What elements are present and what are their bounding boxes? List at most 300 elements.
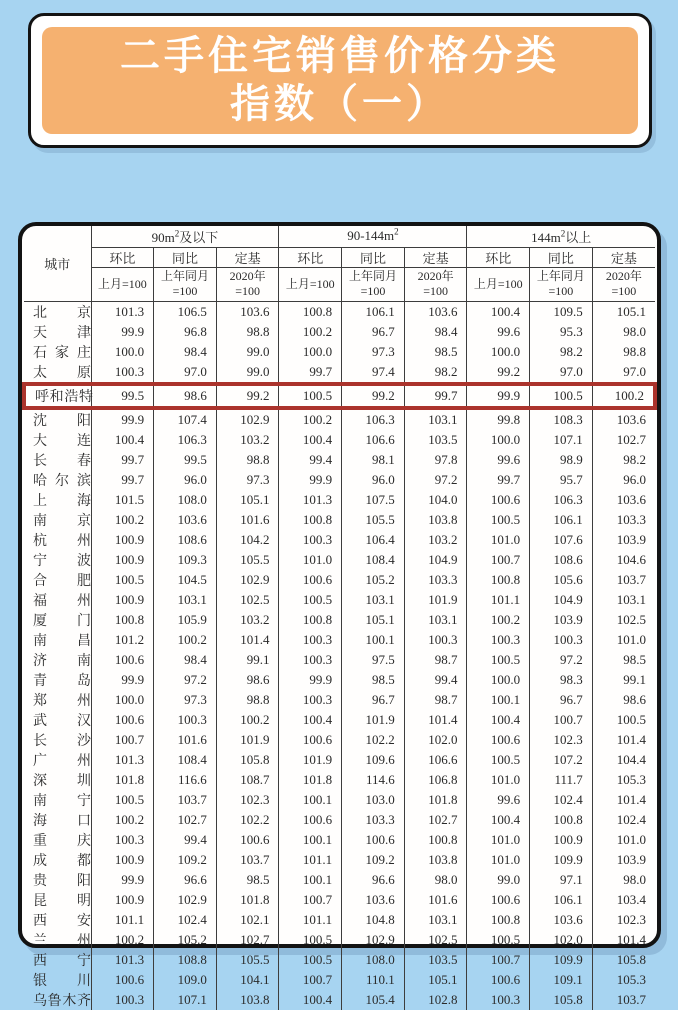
index-value: 105.5 [342, 510, 405, 530]
index-value: 99.6 [467, 322, 530, 342]
index-value: 107.1 [154, 990, 217, 1010]
basis-2020 [592, 267, 655, 301]
city-name [24, 950, 91, 970]
basis-line: 上月=100 [97, 276, 147, 291]
index-value: 105.8 [530, 990, 593, 1010]
basis-prev-year [342, 267, 405, 301]
index-value: 98.0 [592, 870, 655, 890]
index-value: 100.1 [279, 830, 342, 850]
index-value: 102.3 [530, 730, 593, 750]
index-value: 111.7 [530, 770, 593, 790]
index-value: 100.6 [91, 970, 154, 990]
index-value: 99.8 [467, 408, 530, 430]
index-value: 100.6 [467, 970, 530, 990]
index-value: 98.5 [216, 870, 279, 890]
index-value: 106.3 [530, 490, 593, 510]
index-value: 99.9 [279, 470, 342, 490]
index-value: 100.5 [467, 930, 530, 950]
index-value: 98.5 [404, 342, 467, 362]
index-value: 105.5 [216, 550, 279, 570]
city-name-text: 福州 [33, 593, 91, 609]
table-card [18, 222, 661, 1009]
table-header [24, 226, 655, 301]
index-value: 99.4 [154, 830, 217, 850]
index-value: 101.8 [404, 790, 467, 810]
city-name-text: 西安 [33, 913, 91, 929]
city-name [24, 301, 91, 322]
index-value: 106.1 [530, 890, 593, 910]
city-name-text: 青岛 [33, 673, 91, 689]
city-name-text: 太原 [33, 365, 91, 381]
index-value: 101.3 [279, 490, 342, 510]
index-value: 98.5 [342, 670, 405, 690]
index-value: 99.0 [216, 362, 279, 384]
index-value: 100.7 [279, 890, 342, 910]
index-value: 100.6 [216, 830, 279, 850]
index-value: 98.1 [342, 450, 405, 470]
table-row [24, 430, 655, 450]
table-body [24, 301, 655, 1010]
index-value: 103.6 [216, 301, 279, 322]
index-value: 109.2 [154, 850, 217, 870]
index-value: 103.8 [404, 510, 467, 530]
index-value: 103.0 [342, 790, 405, 810]
index-value: 103.1 [404, 910, 467, 930]
index-value: 101.9 [404, 590, 467, 610]
index-value: 106.3 [154, 430, 217, 450]
index-value: 98.0 [404, 870, 467, 890]
table-row [24, 690, 655, 710]
index-value: 100.6 [91, 710, 154, 730]
index-value: 102.0 [530, 930, 593, 950]
city-name-text: 乌鲁木齐 [33, 993, 91, 1009]
index-value: 102.4 [530, 790, 593, 810]
basis-line: =100 [235, 284, 261, 298]
index-value: 100.0 [91, 690, 154, 710]
city-name-text: 贵阳 [33, 873, 91, 889]
table-row [24, 950, 655, 970]
table-row [24, 450, 655, 470]
title-card [28, 13, 652, 148]
table-row [24, 342, 655, 362]
index-value: 100.6 [91, 650, 154, 670]
index-value: 103.2 [404, 530, 467, 550]
city-name-text: 天津 [33, 325, 91, 341]
basis-prev-year [530, 267, 593, 301]
index-value: 102.2 [342, 730, 405, 750]
index-value: 100.5 [91, 570, 154, 590]
index-value: 100.3 [404, 630, 467, 650]
index-value: 103.2 [216, 430, 279, 450]
index-value: 99.4 [404, 670, 467, 690]
index-value: 100.3 [91, 830, 154, 850]
index-value: 100.7 [279, 970, 342, 990]
index-value: 98.4 [154, 342, 217, 362]
price-index-table [22, 226, 657, 1010]
city-name-text: 杭州 [33, 533, 91, 549]
index-value: 109.9 [530, 950, 593, 970]
index-value: 99.7 [404, 384, 467, 408]
city-name [24, 384, 91, 408]
basis-line: =100 [172, 284, 198, 298]
index-value: 105.5 [216, 950, 279, 970]
index-value: 100.8 [91, 610, 154, 630]
page-title-line1: 二手住宅销售价格分类 [120, 34, 560, 79]
index-value: 100.3 [530, 630, 593, 650]
index-value: 101.5 [91, 490, 154, 510]
index-value: 102.9 [216, 408, 279, 430]
index-value: 100.3 [279, 650, 342, 670]
index-value: 97.0 [530, 362, 593, 384]
index-value: 102.7 [404, 810, 467, 830]
index-value: 100.0 [279, 342, 342, 362]
table-row [24, 790, 655, 810]
table-row [24, 930, 655, 950]
city-name-text: 大连 [33, 433, 91, 449]
city-name [24, 830, 91, 850]
index-value: 103.5 [404, 950, 467, 970]
index-value: 100.5 [467, 750, 530, 770]
page-title-line2: 指数（一） [230, 81, 450, 126]
city-name-text: 呼和浩特 [35, 389, 93, 405]
table-row [24, 990, 655, 1010]
city-name-text: 兰州 [33, 933, 91, 949]
index-value: 100.2 [592, 384, 655, 408]
index-value: 104.8 [342, 910, 405, 930]
index-value: 99.2 [216, 384, 279, 408]
index-value: 97.2 [154, 670, 217, 690]
index-value: 104.6 [592, 550, 655, 570]
index-value: 101.2 [91, 630, 154, 650]
basis-line: =100 [360, 284, 386, 298]
index-value: 103.1 [404, 408, 467, 430]
index-value: 102.4 [154, 910, 217, 930]
index-value: 100.1 [279, 870, 342, 890]
index-value: 100.2 [216, 710, 279, 730]
subheader-yoy: 同比 [342, 247, 405, 267]
index-value: 101.0 [592, 630, 655, 650]
index-value: 100.2 [91, 510, 154, 530]
city-name-text: 广州 [33, 753, 91, 769]
city-name [24, 570, 91, 590]
index-value: 100.8 [530, 810, 593, 830]
index-value: 108.0 [342, 950, 405, 970]
city-name [24, 430, 91, 450]
index-value: 103.8 [216, 990, 279, 1010]
index-value: 100.6 [467, 730, 530, 750]
index-value: 108.3 [530, 408, 593, 430]
index-value: 100.0 [467, 342, 530, 362]
index-value: 104.2 [216, 530, 279, 550]
index-value: 101.0 [467, 830, 530, 850]
index-value: 98.6 [154, 384, 217, 408]
table-row [24, 630, 655, 650]
basis-prev-month [91, 267, 154, 301]
city-name-text: 西宁 [33, 953, 91, 969]
index-value: 100.5 [91, 790, 154, 810]
index-value: 103.9 [592, 530, 655, 550]
index-value: 109.0 [154, 970, 217, 990]
city-name-text: 南昌 [33, 633, 91, 649]
index-value: 103.5 [404, 430, 467, 450]
basis-2020 [404, 267, 467, 301]
index-value: 99.4 [279, 450, 342, 470]
city-name [24, 450, 91, 470]
index-value: 101.1 [91, 910, 154, 930]
index-value: 99.6 [467, 790, 530, 810]
city-name-text: 宁波 [33, 553, 91, 569]
index-value: 97.3 [216, 470, 279, 490]
table-row [24, 470, 655, 490]
index-value: 100.7 [530, 710, 593, 730]
city-name-text: 合肥 [33, 573, 91, 589]
index-value: 100.7 [91, 730, 154, 750]
index-value: 99.9 [279, 670, 342, 690]
city-name-text: 沈阳 [33, 413, 91, 429]
index-value: 106.5 [154, 301, 217, 322]
index-value: 101.9 [279, 750, 342, 770]
index-value: 104.9 [404, 550, 467, 570]
index-value: 100.0 [467, 430, 530, 450]
index-value: 98.4 [154, 650, 217, 670]
basis-line: =100 [548, 284, 574, 298]
index-value: 105.4 [342, 990, 405, 1010]
index-value: 103.2 [216, 610, 279, 630]
index-value: 99.0 [467, 870, 530, 890]
index-value: 104.0 [404, 490, 467, 510]
index-value: 100.3 [279, 630, 342, 650]
table-row [24, 530, 655, 550]
index-value: 102.5 [404, 930, 467, 950]
city-name-text: 长沙 [33, 733, 91, 749]
index-value: 100.8 [279, 510, 342, 530]
group-label: 90-144m [347, 228, 395, 244]
subheader-base: 定基 [592, 247, 655, 267]
index-value: 108.4 [154, 750, 217, 770]
title-banner [42, 27, 638, 134]
index-value: 103.7 [216, 850, 279, 870]
index-value: 95.7 [530, 470, 593, 490]
index-value: 103.7 [592, 570, 655, 590]
index-value: 116.6 [154, 770, 217, 790]
index-value: 103.3 [592, 510, 655, 530]
index-value: 108.8 [154, 950, 217, 970]
index-value: 103.3 [404, 570, 467, 590]
table-row [24, 750, 655, 770]
basis-prev-month [279, 267, 342, 301]
basis-prev-year [154, 267, 217, 301]
index-value: 98.7 [404, 690, 467, 710]
index-value: 101.4 [404, 710, 467, 730]
index-value: 95.3 [530, 322, 593, 342]
table-row [24, 322, 655, 342]
index-value: 109.9 [530, 850, 593, 870]
city-name [24, 408, 91, 430]
index-value: 103.4 [592, 890, 655, 910]
index-value: 97.4 [342, 362, 405, 384]
index-value: 97.5 [342, 650, 405, 670]
index-value: 98.0 [592, 322, 655, 342]
index-value: 99.2 [342, 384, 405, 408]
index-value: 100.6 [467, 490, 530, 510]
index-value: 96.6 [154, 870, 217, 890]
index-value: 103.6 [530, 910, 593, 930]
subheader-mom: 环比 [467, 247, 530, 267]
table-row [24, 910, 655, 930]
index-value: 100.9 [91, 850, 154, 870]
index-value: 106.1 [342, 301, 405, 322]
index-value: 101.0 [467, 850, 530, 870]
index-value: 103.6 [592, 490, 655, 510]
index-value: 96.7 [342, 322, 405, 342]
city-name-text: 南京 [33, 513, 91, 529]
index-value: 100.4 [91, 430, 154, 450]
index-value: 100.8 [279, 301, 342, 322]
index-value: 109.6 [342, 750, 405, 770]
index-value: 101.1 [279, 850, 342, 870]
index-value: 98.8 [592, 342, 655, 362]
table-row [24, 490, 655, 510]
index-value: 103.7 [154, 790, 217, 810]
city-name [24, 850, 91, 870]
basis-line: =100 [611, 284, 637, 298]
table-row [24, 570, 655, 590]
group-header-90-144 [279, 226, 467, 247]
city-name [24, 710, 91, 730]
index-value: 100.1 [467, 690, 530, 710]
index-value: 105.3 [592, 970, 655, 990]
index-value: 100.9 [530, 830, 593, 850]
group-label: 及以下 [179, 229, 219, 245]
index-value: 98.7 [404, 650, 467, 670]
superscript: 2 [174, 228, 180, 239]
city-name-text: 济南 [33, 653, 91, 669]
index-value: 101.9 [342, 710, 405, 730]
index-value: 99.1 [216, 650, 279, 670]
index-value: 102.7 [216, 930, 279, 950]
index-value: 99.9 [467, 384, 530, 408]
city-column-header: 城市 [24, 226, 91, 301]
index-value: 108.7 [216, 770, 279, 790]
index-value: 98.4 [404, 322, 467, 342]
table-row [24, 810, 655, 830]
index-value: 99.9 [91, 322, 154, 342]
index-value: 97.1 [530, 870, 593, 890]
index-value: 102.3 [216, 790, 279, 810]
index-value: 103.1 [404, 610, 467, 630]
index-value: 102.8 [404, 990, 467, 1010]
index-value: 106.1 [530, 510, 593, 530]
index-value: 100.3 [91, 990, 154, 1010]
city-name-text: 厦门 [33, 613, 91, 629]
index-value: 96.0 [342, 470, 405, 490]
index-value: 101.1 [279, 910, 342, 930]
city-name [24, 870, 91, 890]
index-value: 101.0 [467, 530, 530, 550]
index-value: 102.7 [592, 430, 655, 450]
city-name [24, 810, 91, 830]
city-name [24, 610, 91, 630]
table-row [24, 670, 655, 690]
index-value: 100.7 [467, 950, 530, 970]
index-value: 97.0 [154, 362, 217, 384]
index-value: 100.2 [91, 930, 154, 950]
index-value: 100.2 [279, 322, 342, 342]
index-value: 101.3 [91, 301, 154, 322]
basis-line: 上年同月 [536, 269, 585, 283]
index-value: 106.3 [342, 408, 405, 430]
city-name [24, 362, 91, 384]
subheader-mom: 环比 [91, 247, 154, 267]
group-label: 144m [531, 229, 561, 245]
index-value: 103.6 [404, 301, 467, 322]
city-name-text: 南宁 [33, 793, 91, 809]
index-value: 99.5 [91, 384, 154, 408]
index-value: 100.6 [279, 570, 342, 590]
city-name [24, 470, 91, 490]
table-row [24, 650, 655, 670]
city-name-text: 长春 [33, 453, 91, 469]
city-name [24, 770, 91, 790]
index-value: 101.0 [279, 550, 342, 570]
index-value: 105.3 [592, 770, 655, 790]
index-value: 102.9 [342, 930, 405, 950]
index-value: 101.1 [467, 590, 530, 610]
index-value: 99.1 [592, 670, 655, 690]
city-name-text: 银川 [33, 973, 91, 989]
index-value: 109.2 [342, 850, 405, 870]
table-row [24, 770, 655, 790]
city-name [24, 630, 91, 650]
index-value: 100.9 [91, 890, 154, 910]
index-value: 102.4 [592, 810, 655, 830]
subheader-base: 定基 [216, 247, 279, 267]
city-name-text: 昆明 [33, 893, 91, 909]
city-name [24, 490, 91, 510]
index-value: 103.8 [404, 850, 467, 870]
index-value: 99.7 [91, 450, 154, 470]
index-value: 98.8 [216, 322, 279, 342]
city-name [24, 750, 91, 770]
index-value: 100.0 [467, 670, 530, 690]
index-value: 100.9 [91, 550, 154, 570]
index-value: 114.6 [342, 770, 405, 790]
index-value: 98.6 [216, 670, 279, 690]
index-value: 108.6 [154, 530, 217, 550]
index-value: 98.8 [216, 450, 279, 470]
index-value: 96.0 [154, 470, 217, 490]
table-row-highlighted [24, 384, 655, 408]
subheader-yoy: 同比 [530, 247, 593, 267]
index-value: 100.2 [279, 408, 342, 430]
index-value: 106.6 [404, 750, 467, 770]
index-value: 98.9 [530, 450, 593, 470]
index-value: 106.6 [342, 430, 405, 450]
index-value: 99.9 [91, 870, 154, 890]
index-value: 101.6 [404, 890, 467, 910]
index-value: 102.7 [154, 810, 217, 830]
index-value: 99.6 [467, 450, 530, 470]
index-value: 99.0 [216, 342, 279, 362]
table-row [24, 710, 655, 730]
index-value: 102.9 [154, 890, 217, 910]
index-value: 98.6 [592, 690, 655, 710]
group-header-over-144 [467, 226, 655, 247]
index-value: 96.0 [592, 470, 655, 490]
index-value: 100.5 [279, 590, 342, 610]
index-value: 101.0 [467, 770, 530, 790]
index-value: 102.3 [592, 910, 655, 930]
